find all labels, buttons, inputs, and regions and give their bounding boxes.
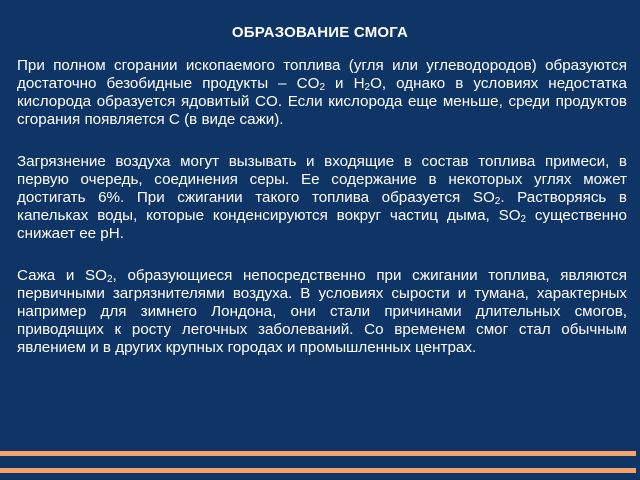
text-run: Загрязнение воздуха могут вызывать и входящие в состав топлива примеси, в первую очередь, соединения серы. Ее содержание в некоторых углях может достигать 6%. При сжигании такого топлива образуется SO — [17, 153, 627, 206]
subscript: 2 — [520, 214, 527, 225]
subscript: 2 — [494, 196, 501, 207]
paragraph-sulfur-impurities — [17, 153, 627, 243]
subscript: 2 — [106, 274, 113, 285]
text-run: O, однако в условиях недостатка кислорода образуется ядовитый CO. Если кислорода еще меньше, среди продуктов сгорания появляется C (в виде сажи). — [17, 75, 627, 128]
paragraph-combustion-products — [17, 57, 627, 129]
text-run: . Растворяясь в капельках воды, которые конденсируются вокруг частиц дыма, SO — [17, 189, 627, 224]
decorative-bar-bottom — [0, 468, 636, 473]
slide-title: ОБРАЗОВАНИЕ СМОГА — [231, 24, 409, 41]
text-run: существенно снижает ее pH. — [17, 207, 627, 242]
paragraph-primary-pollutants — [17, 267, 627, 357]
text-run: Сажа и SO — [17, 267, 107, 284]
text-run: , образующиеся непосредственно при сжигании топлива, являются первичными загрязнителями воздуха. В условиях сырости и тумана, характерных например для зимнего Лондона, они стали причинами длительных смогов, приводящих к росту легочных заболеваний. Со временем смог стал обычным явлением и в других крупных городах и промышленных центрах. — [17, 267, 627, 356]
subscript: 2 — [319, 82, 325, 93]
decorative-bar-top — [0, 451, 636, 456]
text-run: и H — [325, 75, 365, 92]
subscript: 2 — [364, 82, 371, 93]
text-run: При полном сгорании ископаемого топлива (угля или углеводородов) образуются достаточно безобидные продукты – CO — [17, 57, 627, 92]
slide-body — [17, 57, 627, 381]
